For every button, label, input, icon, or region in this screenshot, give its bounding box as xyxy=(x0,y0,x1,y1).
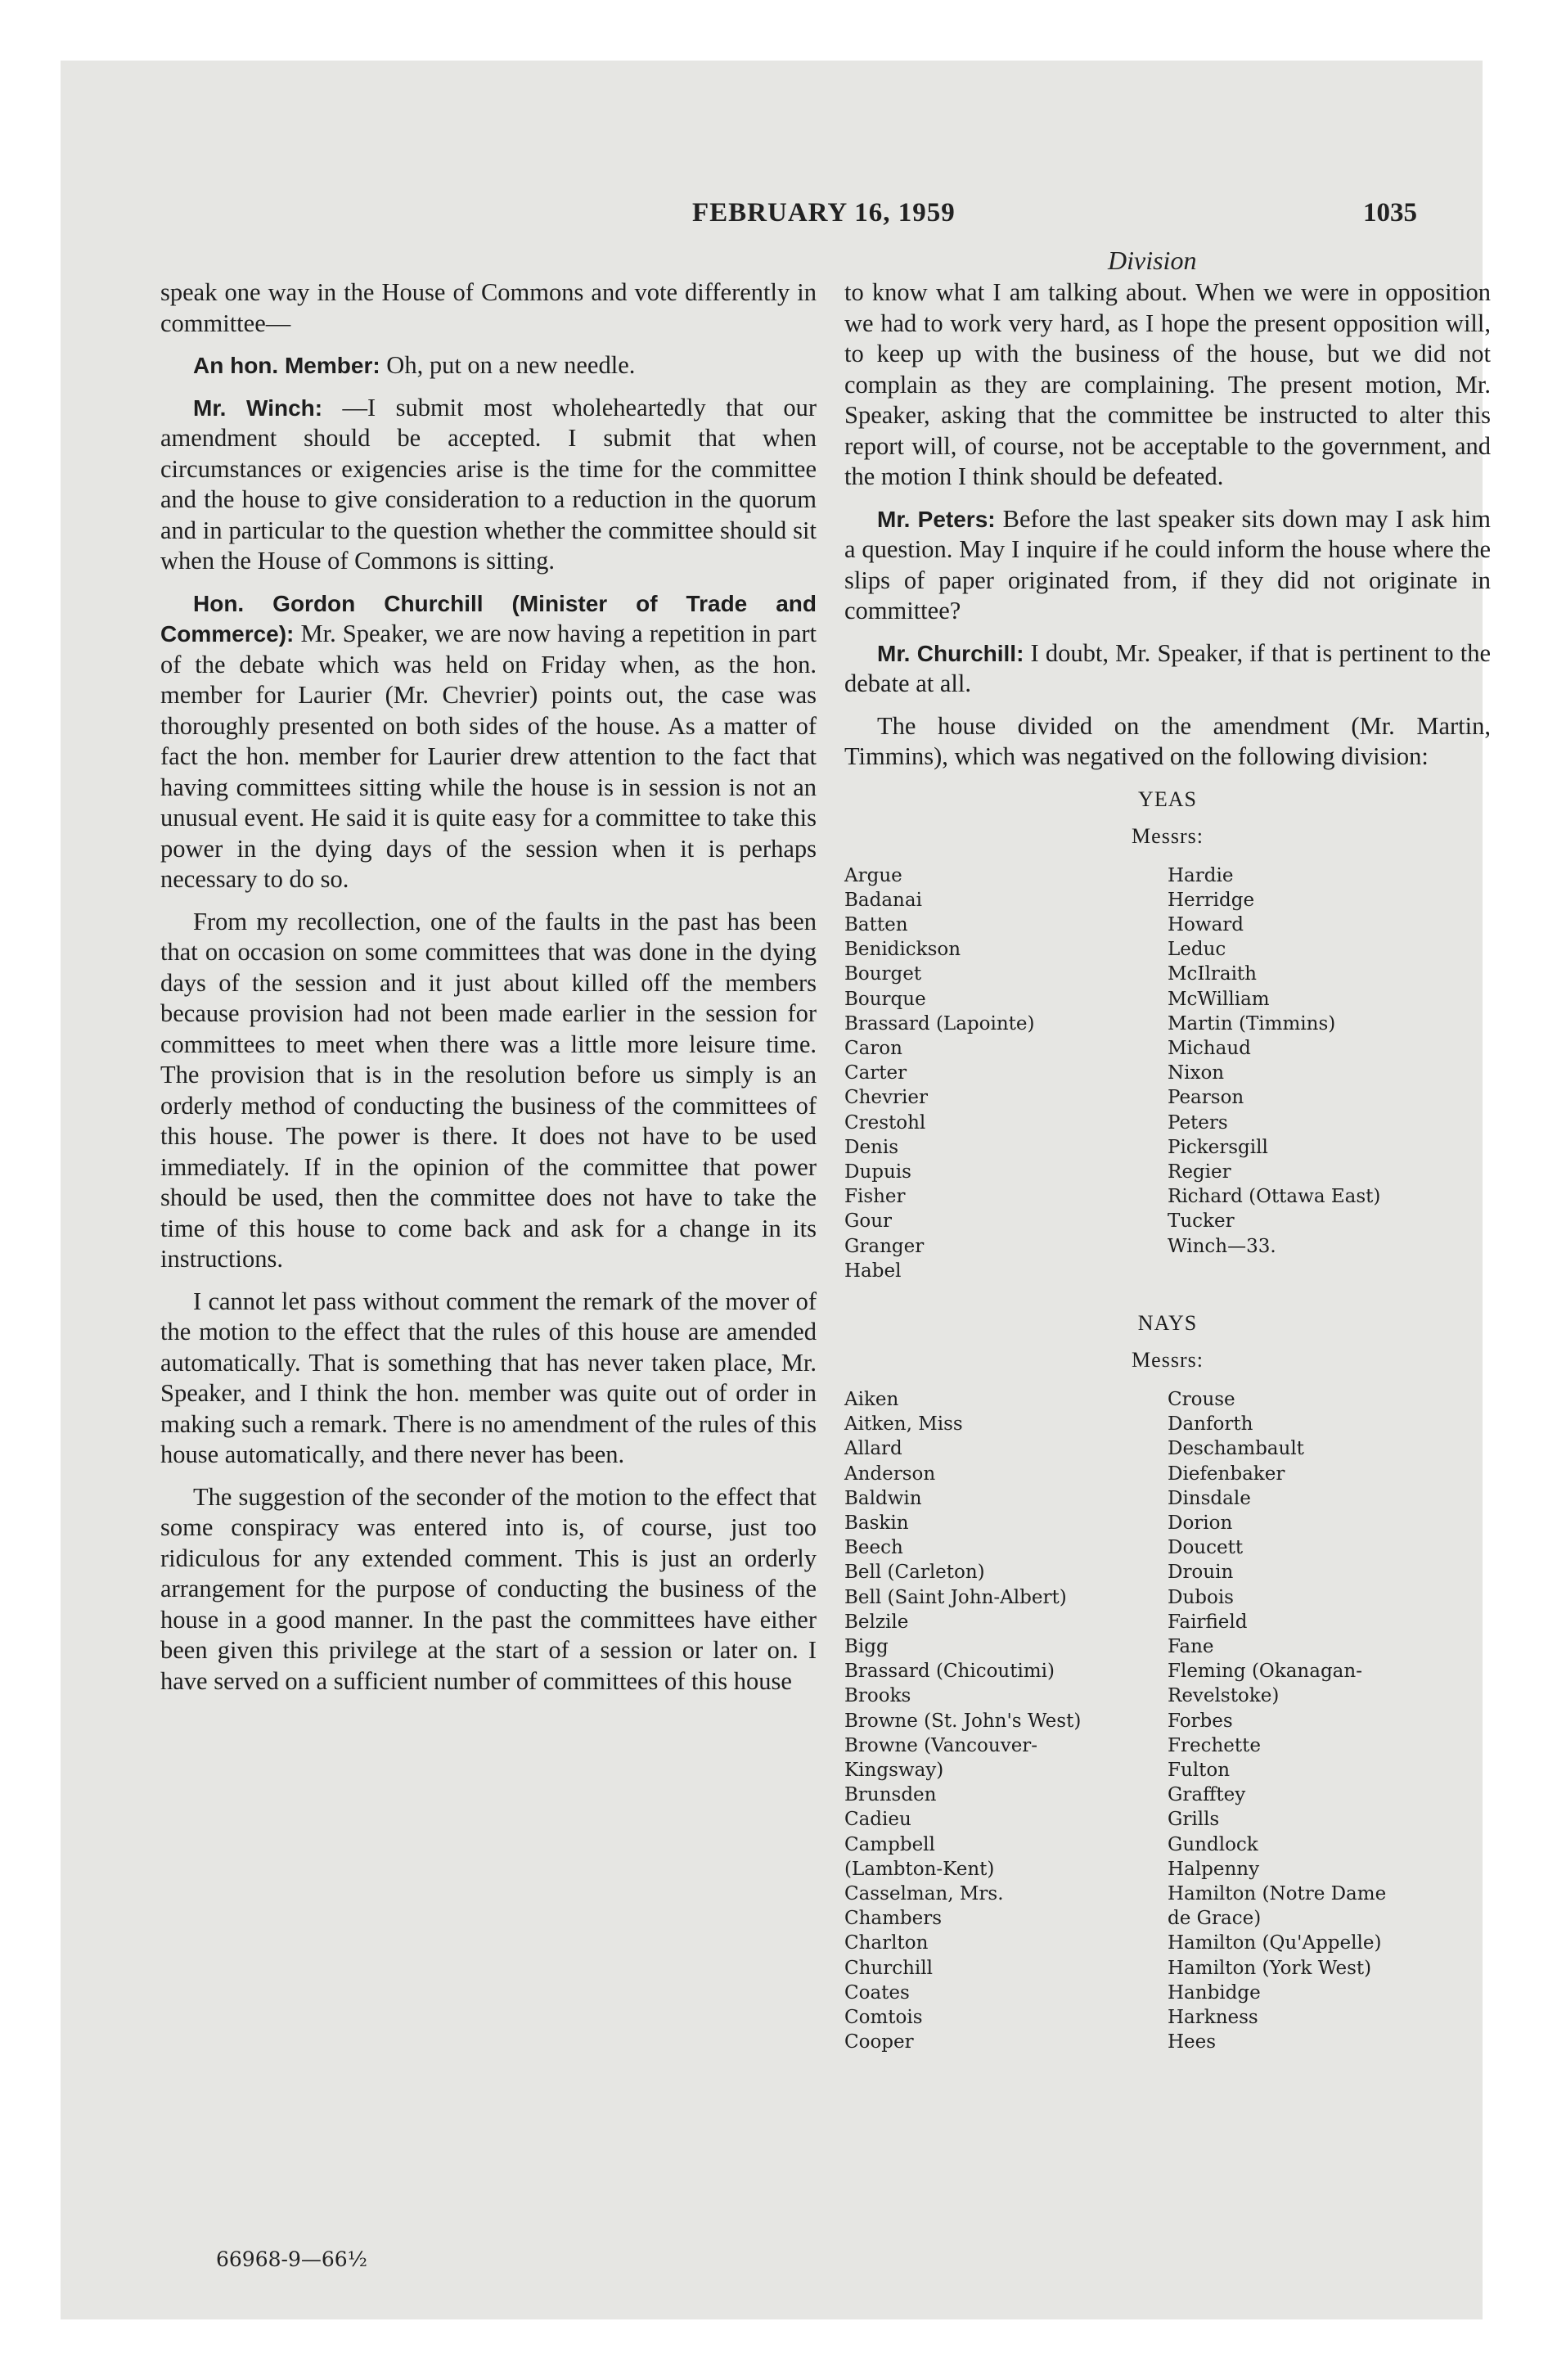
member-name: Tucker xyxy=(1168,1210,1235,1233)
member-name: Dubois xyxy=(1168,1586,1234,1608)
member-name: Bourque xyxy=(844,988,926,1010)
member-name: Crestohl xyxy=(844,1111,926,1134)
member-name: Campbell xyxy=(844,1833,935,1855)
member-name: Fairfield xyxy=(1168,1611,1248,1633)
member-name: Grills xyxy=(1168,1809,1220,1831)
yeas-messrs: Messrs: xyxy=(1132,824,1204,848)
member-name: Diefenbaker xyxy=(1168,1463,1285,1485)
member-name: Cadieu xyxy=(844,1809,911,1831)
yeas-right-column xyxy=(1168,863,1491,1283)
member-name: Deschambault xyxy=(1168,1438,1304,1460)
member-name: Denis xyxy=(844,1136,899,1158)
member-name: Michaud xyxy=(1168,1037,1251,1059)
member-name: Fulton xyxy=(1168,1760,1231,1781)
member-name: Beech xyxy=(844,1537,903,1559)
member-name: Fisher xyxy=(844,1186,906,1208)
speech-text: Mr. Speaker, we are now having a repetition in part of the debate which was held on Friday when, as the hon. member for Laurier (Mr. Chevrier) points out, the case was thoroughly presented on both sides of the house. As a matter of fact the hon. member for Laurier drew attention to the fact that having committees sitting while the house is in session is not an unusual event. He said it is quite easy for a committee to take this power in the dying days of the session when it is perhaps necessary to do so. xyxy=(160,620,817,893)
header-date: FEBRUARY 16, 1959 xyxy=(692,198,956,228)
section-label: Division xyxy=(1108,246,1197,275)
member-name: Aitken, Miss xyxy=(844,1413,963,1436)
speaker-name: Mr. Winch: xyxy=(193,394,323,421)
nays-title: NAYS xyxy=(1137,1310,1198,1335)
paragraph: speak one way in the House of Commons and vote differently in committee— xyxy=(160,278,817,337)
member-name: Browne (St. John's West) xyxy=(844,1710,1082,1732)
paragraph: I cannot let pass without comment the remark of the mover of the motion to the effect that the rules of this house are amended automatically. That is something that has never taken place, Mr. Speaker, and I think the hon. member was quite out of order in making such a remark. There is no amendment of the rules of this house automatically, and there never has been. xyxy=(160,1287,817,1468)
member-name: Aiken xyxy=(844,1388,899,1410)
member-name: Habel xyxy=(844,1260,902,1282)
member-name: Nixon xyxy=(1168,1062,1225,1084)
member-name: Hardie xyxy=(1168,864,1234,886)
nays-right-column xyxy=(1168,1387,1491,2054)
member-name: Caron xyxy=(844,1037,902,1059)
member-name: Bigg xyxy=(844,1635,889,1657)
paragraph xyxy=(160,350,817,381)
member-name: Brassard (Lapointe) xyxy=(844,1012,1035,1034)
member-name: Herridge xyxy=(1168,889,1255,911)
speech-text: I doubt, Mr. Speaker, if that is pertinent to the debate at all. xyxy=(844,638,1491,697)
paragraph: to know what I am talking about. When we were in opposition we had to work very hard, as I hope the present opposition will, to keep up with the business of the house, but we did not complain as they are complaining. The present motion, Mr. Speaker, asking that the committee be instructed to alter this report will, of course, not be acceptable to the government, and the motion I think should be defeated. xyxy=(844,278,1491,490)
member-name: Coates xyxy=(844,1981,910,2004)
member-name: Howard xyxy=(1168,913,1244,935)
member-name: Baldwin xyxy=(844,1487,922,1509)
member-name: Leduc xyxy=(1168,939,1226,961)
member-name: Hamilton (Qu'Appelle) xyxy=(1168,1932,1382,1954)
member-name: Pickersgill xyxy=(1168,1136,1268,1158)
member-name: Brunsden xyxy=(844,1784,937,1806)
member-name: McWilliam xyxy=(1168,988,1270,1010)
speaker-name: Mr. Churchill: xyxy=(877,640,1024,666)
speech-text: Before the last speaker sits down may I ask him a question. May I inquire if he could inform the house where the slips of paper originated from, if they did not originate in committee? xyxy=(844,504,1491,624)
speaker-name: Hon. Gordon Churchill (Minister of Trade and Commerce): xyxy=(160,590,817,647)
member-name: Pearson xyxy=(1168,1087,1244,1109)
yeas-title: YEAS xyxy=(1138,787,1197,811)
member-name: Forbes xyxy=(1168,1710,1233,1732)
nays-messrs: Messrs: xyxy=(1132,1348,1204,1373)
member-name: Gundlock xyxy=(1168,1833,1258,1855)
paragraph xyxy=(160,393,817,577)
speech-text: Oh, put on a new needle. xyxy=(380,351,636,379)
member-name: Gour xyxy=(844,1210,893,1233)
member-name: Fane xyxy=(1168,1635,1214,1657)
member-name: Regier xyxy=(1168,1161,1231,1183)
member-name: Dupuis xyxy=(844,1161,911,1183)
member-name: Bell (Saint John-Albert) xyxy=(844,1586,1067,1608)
member-name: de Grace) xyxy=(1168,1908,1262,1930)
member-name: Drouin xyxy=(1168,1562,1234,1584)
member-name: Dorion xyxy=(1168,1512,1233,1534)
member-name: Revelstoke) xyxy=(1168,1685,1280,1707)
member-name: Kingsway) xyxy=(844,1760,944,1781)
member-name: Hamilton (York West) xyxy=(1168,1957,1372,1979)
speech-text: —I submit most wholeheartedly that our amendment should be accepted. I submit that when circumstances or exigencies arise is the time for the committee and the house to give consideration to a reduction in the quorum and in particular to the question whether the committee should sit when the House of Commons is sitting. xyxy=(160,393,817,575)
paragraph: The house divided on the amendment (Mr. Martin, Timmins), which was negatived on the following division: xyxy=(844,711,1491,770)
member-name: Chevrier xyxy=(844,1087,928,1109)
member-name: Churchill xyxy=(844,1957,933,1979)
member-name: McIlraith xyxy=(1168,963,1257,985)
member-name: Hamilton (Notre Dame xyxy=(1168,1883,1387,1905)
member-name: Brassard (Chicoutimi) xyxy=(844,1661,1055,1683)
yeas-left-column xyxy=(844,863,1168,1283)
member-name: Cooper xyxy=(844,2031,914,2053)
member-name: Chambers xyxy=(844,1908,943,1930)
member-name: Winch—33. xyxy=(1168,1235,1276,1257)
member-name: Harkness xyxy=(1168,2007,1258,2029)
page-number: 1035 xyxy=(1363,198,1417,228)
member-name: Dinsdale xyxy=(1168,1487,1251,1509)
paragraph xyxy=(844,504,1491,627)
member-name: Hanbidge xyxy=(1168,1981,1261,2004)
nays-left-column xyxy=(844,1387,1168,2054)
speaker-name: An hon. Member: xyxy=(193,353,380,378)
yeas-list xyxy=(844,863,1491,1283)
member-name: Benidickson xyxy=(844,939,961,961)
member-name: Browne (Vancouver- xyxy=(844,1734,1038,1756)
page-header xyxy=(159,198,1417,231)
member-name: Danforth xyxy=(1168,1413,1253,1436)
nays-list xyxy=(844,1387,1491,2054)
right-column xyxy=(844,277,1491,2054)
member-name: Richard (Ottawa East) xyxy=(1168,1186,1381,1208)
member-name: Brooks xyxy=(844,1685,911,1707)
member-name: Fleming (Okanagan- xyxy=(1168,1661,1362,1683)
member-name: Badanai xyxy=(844,889,922,911)
member-name: Hees xyxy=(1168,2031,1217,2053)
member-name: Granger xyxy=(844,1235,925,1257)
member-name: Charlton xyxy=(844,1932,929,1954)
left-column xyxy=(160,277,817,1708)
member-name: Casselman, Mrs. xyxy=(844,1883,1004,1905)
member-name: Bourget xyxy=(844,963,922,985)
member-name: Frechette xyxy=(1168,1734,1261,1756)
member-name: Halpenny xyxy=(1168,1858,1260,1880)
paragraph xyxy=(844,638,1491,700)
member-name: Peters xyxy=(1168,1111,1228,1134)
member-name: Carter xyxy=(844,1062,907,1084)
member-name: Bell (Carleton) xyxy=(844,1562,985,1584)
member-name: Anderson xyxy=(844,1463,936,1485)
member-name: Argue xyxy=(844,864,902,886)
member-name: Martin (Timmins) xyxy=(1168,1012,1336,1034)
member-name: Doucett xyxy=(1168,1537,1244,1559)
member-name: Allard xyxy=(844,1438,902,1460)
member-name: Belzile xyxy=(844,1611,909,1633)
paragraph xyxy=(160,588,817,895)
paragraph: From my recollection, one of the faults in the past has been that on occasion on some committees that was done in the dying days of the session and it just about killed off the members because provision had not been made earlier in the session for committees to meet when there was a little more leisure time. The provision that is in the resolution before us simply is an orderly method of conducting the business of the committees of this house. The power is there. It does not have to be used immediately. If in the opinion of the committee that power should be used, then the committee does not have to take the time of this house to come back and ask for a change in its instructions. xyxy=(160,907,817,1273)
member-name: Baskin xyxy=(844,1512,909,1534)
footer-note: 66968-9—66½ xyxy=(216,2247,367,2271)
speaker-name: Mr. Peters: xyxy=(877,506,996,532)
member-name: Comtois xyxy=(844,2007,923,2029)
member-name: Grafftey xyxy=(1168,1784,1246,1806)
member-name: Crouse xyxy=(1168,1388,1235,1410)
member-name: (Lambton-Kent) xyxy=(844,1858,995,1880)
paragraph: The suggestion of the seconder of the motion to the effect that some conspiracy was entered into is, of course, just too ridiculous for any extended comment. This is just an orderly arrangement for the purpose of conducting the business of the house in a good manner. In the past the committees have either been given this privilege at the start of a session or later on. I have served on a sufficient number of committees of this house xyxy=(160,1482,817,1695)
page-sheet xyxy=(61,61,1491,2319)
member-name: Batten xyxy=(844,913,908,935)
